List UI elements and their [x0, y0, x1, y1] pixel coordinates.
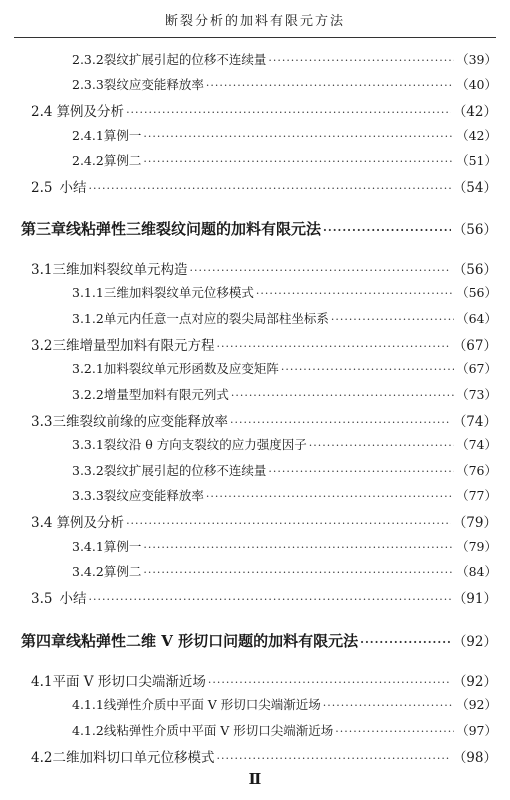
header-title: 断裂分析的加料有限元方法: [164, 14, 345, 29]
toc-entry: [31, 100, 497, 120]
toc-entry-title: 线粘弹性介质中平面 V 形切口尖端渐近场: [103, 723, 334, 738]
toc-entry-page: （56）: [456, 285, 497, 300]
toc-entry-title: 三维加料裂纹单元位移模式: [103, 285, 254, 300]
toc-entry-page: （98）: [452, 750, 497, 766]
toc-entry-number: 3.2.1: [72, 361, 104, 376]
toc-entry-number: 3.2: [31, 338, 53, 354]
toc-entry-page: （67）: [452, 338, 497, 354]
toc-entry-page: （56）: [452, 222, 497, 238]
toc-entry: [72, 537, 497, 555]
toc-entry-number: 第四章: [21, 632, 67, 650]
toc-entry-number: 3.3.1: [72, 437, 104, 452]
toc-entry-page: （91）: [452, 591, 497, 607]
toc-entry-page: （77）: [456, 488, 497, 503]
toc-entry-title: 算例二: [103, 564, 142, 579]
toc-entry-page: （67）: [456, 361, 497, 376]
dot-leader: [143, 130, 454, 143]
dot-leader: [331, 313, 454, 326]
toc-entry: [72, 461, 497, 479]
toc-entry: [31, 670, 497, 690]
dot-leader: [231, 389, 454, 402]
dot-leader: [126, 106, 451, 119]
toc-entry-page: （74）: [452, 414, 497, 430]
toc-entry-page: （73）: [456, 387, 497, 402]
toc-entry-number: 2.4.1: [72, 128, 104, 143]
toc-entry-page: （56）: [452, 262, 497, 278]
toc-entry-title: 裂纹扩展引起的位移不连续量: [103, 52, 267, 67]
toc-entry-title: 算例及分析: [56, 515, 125, 531]
toc-entry-number: 3.4: [31, 515, 53, 531]
toc-entry-page: （40）: [456, 77, 497, 92]
dot-leader: [89, 182, 451, 195]
dot-leader: [230, 416, 451, 429]
toc-entry-number: 3.4.2: [72, 564, 104, 579]
dot-leader: [206, 490, 454, 503]
toc-entry-page: （92）: [452, 674, 497, 690]
toc-entry: [72, 126, 497, 144]
toc-entry-page: （51）: [456, 153, 497, 168]
toc-entry-title: 小结: [59, 591, 87, 607]
toc-entry-title: 裂纹应变能释放率: [103, 488, 204, 503]
toc-entry-page: （42）: [456, 128, 497, 143]
toc-entry-page: （79）: [456, 539, 497, 554]
toc-entry: [72, 695, 497, 713]
toc-entry-number: 2.5: [31, 180, 53, 196]
toc-entry-number: 4.2: [31, 750, 53, 766]
toc-entry: [21, 218, 497, 239]
toc-entry: [21, 630, 497, 651]
toc-entry-page: （76）: [456, 463, 497, 478]
toc-entry-page: （97）: [456, 723, 497, 738]
toc-entry-title: 三维裂纹前缘的应变能释放率: [52, 414, 228, 430]
toc-entry: [31, 176, 497, 196]
dot-leader: [208, 676, 451, 689]
dot-leader: [335, 725, 454, 738]
toc-entry-title: 线粘弹性二维 V 形切口问题的加料有限元法: [66, 632, 359, 650]
dot-leader: [89, 593, 451, 606]
toc-entry: [31, 511, 497, 531]
toc-entry: [31, 587, 497, 607]
toc-entry-number: 3.1.2: [72, 311, 104, 326]
dot-leader: [309, 439, 454, 452]
toc-entry-number: 4.1.1: [72, 697, 104, 712]
toc-entry: [72, 359, 497, 377]
dot-leader: [216, 752, 450, 765]
dot-leader: [206, 79, 454, 92]
toc-entry-title: 算例二: [103, 153, 142, 168]
toc-entry-number: 4.1: [31, 674, 53, 690]
dot-leader: [323, 224, 451, 237]
toc-entry: [72, 562, 497, 580]
toc-entry-number: 第三章: [21, 220, 67, 238]
toc-entry-title: 算例及分析: [56, 104, 125, 120]
toc-entry-title: 算例一: [103, 128, 142, 143]
toc-entry-page: （74）: [456, 437, 497, 452]
toc-entry-title: 单元内任意一点对应的裂尖局部柱坐标系: [103, 311, 329, 326]
toc-entry-page: （79）: [452, 515, 497, 531]
toc-entry-number: 3.2.2: [72, 387, 104, 402]
toc-entry-number: 2.3.3: [72, 77, 104, 92]
toc-entry: [72, 721, 497, 739]
toc-entry: [31, 258, 497, 278]
toc-entry-number: 3.1.1: [72, 285, 104, 300]
toc-entry-title: 二维加料切口单元位移模式: [52, 750, 215, 766]
dot-leader: [268, 54, 454, 67]
toc-entry-title: 三维加料裂纹单元构造: [52, 262, 188, 278]
toc-entry-number: 3.3.2: [72, 463, 104, 478]
toc-entry: [72, 151, 497, 169]
toc-entry-number: 3.1: [31, 262, 53, 278]
toc-entry-page: （42）: [452, 104, 497, 120]
toc-entry-title: 三维增量型加料有限元方程: [52, 338, 215, 354]
toc-entry-title: 加料裂纹单元形函数及应变矩阵: [103, 361, 279, 376]
toc-entry-title: 小结: [59, 180, 87, 196]
toc-entry-number: 3.4.1: [72, 539, 104, 554]
toc-entry-number: 4.1.2: [72, 723, 104, 738]
toc-entry-title: 增量型加料有限元列式: [103, 387, 229, 402]
toc-entry: [31, 334, 497, 354]
toc-entry-number: 2.4: [31, 104, 53, 120]
toc-entry: [72, 50, 497, 68]
toc-entry-number: 3.3: [31, 414, 53, 430]
toc-entry-number: 3.3.3: [72, 488, 104, 503]
toc-entry-page: （84）: [456, 564, 497, 579]
dot-leader: [323, 699, 454, 712]
toc-entry: [72, 486, 497, 504]
toc-entry: [31, 746, 497, 766]
toc-entry-page: （54）: [452, 180, 497, 196]
toc-entry-title: 裂纹沿 θ 方向支裂纹的应力强度因子: [103, 437, 307, 452]
toc-entry: [31, 410, 497, 430]
dot-leader: [281, 363, 454, 376]
toc-entry-title: 线弹性介质中平面 V 形切口尖端渐近场: [103, 697, 321, 712]
toc-entry: [72, 435, 497, 453]
toc-entry-title: 平面 V 形切口尖端渐近场: [52, 674, 206, 690]
toc-entry: [72, 75, 497, 93]
toc-entry-title: 算例一: [103, 539, 142, 554]
toc-entry-number: 2.4.2: [72, 153, 104, 168]
dot-leader: [256, 287, 454, 300]
dot-leader: [143, 155, 454, 168]
toc-entry-title: 裂纹应变能释放率: [103, 77, 204, 92]
toc-entry: [72, 283, 497, 301]
dot-leader: [216, 340, 450, 353]
toc-entry-number: 2.3.2: [72, 52, 104, 67]
toc-entry-page: （92）: [452, 634, 497, 650]
toc-entry-title: 裂纹扩展引起的位移不连续量: [103, 463, 267, 478]
dot-leader: [126, 517, 451, 530]
toc-entry-title: 线粘弹性三维裂纹问题的加料有限元法: [66, 220, 322, 238]
toc-entry-page: （92）: [456, 697, 497, 712]
toc-entry-page: （39）: [456, 52, 497, 67]
toc-entry-page: （64）: [456, 311, 497, 326]
dot-leader: [143, 566, 454, 579]
dot-leader: [143, 541, 454, 554]
dot-leader: [360, 636, 451, 649]
page-number: Ⅱ: [248, 770, 262, 788]
toc-entry-number: 3.5: [31, 591, 53, 607]
toc-entry: [72, 309, 497, 327]
dot-leader: [268, 465, 454, 478]
toc-entry: [72, 385, 497, 403]
dot-leader: [189, 264, 450, 277]
